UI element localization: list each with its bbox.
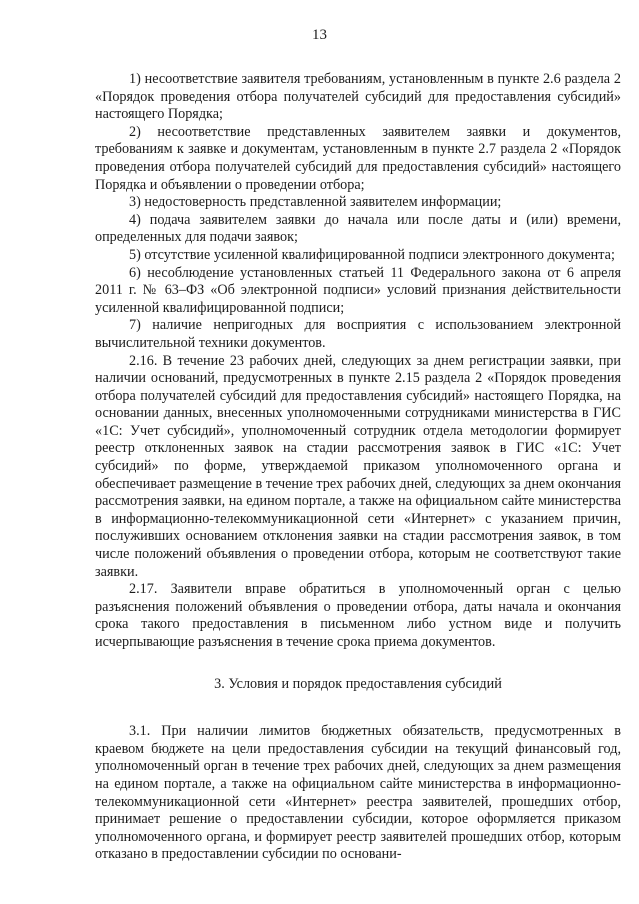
paragraph: 2.16. В течение 23 рабочих дней, следующих за днем регистрации заявки, при наличии оснований, предусмотренных в пункте 2.15 раздела 2 «Порядок проведения отбора получателей субсидий для предоставления субсидий» настоящего Порядка, на основании данных, внесенных уполномоченными сотрудниками министерства в ГИС «1С: Учет субсидий», уполномоченный сотрудник отдела методологии формирует реестр отклоненных заявок на стадии рассмотрения заявок в ГИС «1С: Учет субсидий» по форме, утверждаемой приказом уполномоченного органа и обеспечивает размещение в течение трех рабочих дней, следующих за днем окончания рассмотрения заявки, на едином портале, а также на официальном сайте министерства в информационно-телекоммуникационной сети «Интернет» с указанием причин, послуживших основанием отклонения заявки на стадии рассмотрения заявок, в том числе положений объявления о проведении отбора, которым не соответствуют такие заявки. (95, 352, 621, 580)
paragraph: 3) недостоверность представленной заявителем информации; (129, 194, 502, 211)
page-number: 13 (312, 27, 327, 43)
paragraph: 1) несоответствие заявителя требованиям, установленным в пункте 2.6 раздела 2 «Порядок проведения отбора получателей субсидий для предоставления субсидий» настоящего Порядка; (95, 71, 621, 123)
paragraph: 2.17. Заявители вправе обратиться в уполномоченный орган с целью разъяснения положений объявления о проведении отбора, даты начала и окончания срока такого предоставления в письменном либо устном виде и получить исчерпывающие разъяснения в течение срока приема документов. (95, 581, 621, 650)
section-heading: 3. Условия и порядок предоставления субсидий (214, 675, 502, 692)
paragraph: 6) несоблюдение установленных статьей 11 Федерального закона от 6 апреля 2011 г. № 63–ФЗ «Об электронной подписи» условий признания действительности усиленной квалифицированной подписи; (95, 264, 621, 316)
paragraph: 5) отсутствие усиленной квалифицированной подписи электронного документа; (129, 246, 615, 263)
paragraph: 7) наличие непригодных для восприятия с использованием электронной вычислительной техники документов. (95, 317, 621, 351)
paragraph: 2) несоответствие представленных заявителем заявки и документов, требованиям к заявке и документам, установленным в пункте 2.7 раздела 2 «Порядок проведения отбора получателей субсидий для предоставления субсидий» настоящего Порядка и объявлении о проведении отбора; (95, 123, 621, 193)
paragraph: 4) подача заявителем заявки до начала или после даты и (или) времени, определенных для подачи заявок; (95, 211, 621, 246)
document-body (95, 71, 621, 864)
paragraph: 3.1. При наличии лимитов бюджетных обязательств, предусмотренных в краевом бюджете на цели предоставления субсидии на текущий финансовый год, уполномоченный орган в течение трех рабочих дней, следующих за днем размещения на едином портале, а также на официальном сайте министерства в информационно-телекоммуникационной сети «Интернет» реестра заявителей, прошедших отбор, принимает решение о предоставлении субсидии, которое оформляется приказом уполномоченного органа, и формирует реестр заявителей прошедших отбор, которым отказано в предоставлении субсидии по основани- (95, 723, 621, 863)
